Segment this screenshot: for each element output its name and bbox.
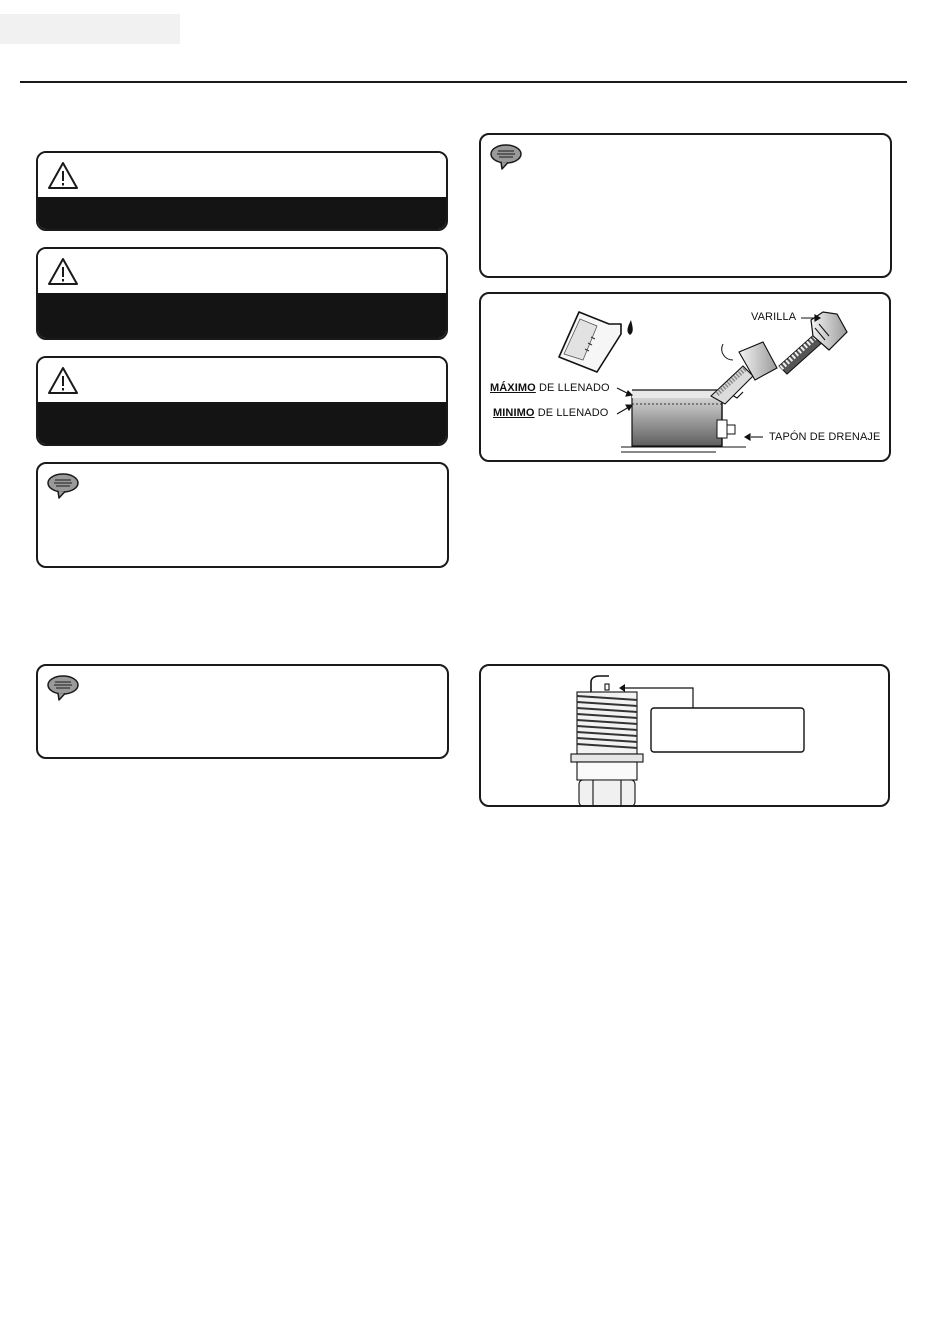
note-box-1 bbox=[36, 462, 449, 568]
warning-header bbox=[38, 153, 446, 197]
header-tab-box bbox=[0, 14, 180, 44]
warning-header bbox=[38, 249, 446, 293]
header-rule bbox=[20, 81, 907, 83]
warning-box-1 bbox=[36, 151, 448, 231]
oil-level-figure bbox=[479, 292, 891, 462]
spark-plug-icon bbox=[571, 676, 643, 805]
speech-bubble-icon bbox=[489, 143, 523, 171]
drain-plug-label: TAPÓN DE DRENAJE bbox=[769, 431, 881, 443]
min-fill-label: MINIMO DE LLENADO bbox=[493, 407, 609, 419]
filler-neck bbox=[711, 342, 777, 404]
warning-triangle-icon bbox=[47, 161, 79, 191]
spark-plug-illustration bbox=[481, 666, 888, 805]
max-fill-label: MÁXIMO DE LLENADO bbox=[490, 382, 610, 394]
warning-band bbox=[38, 293, 446, 340]
speech-bubble-icon bbox=[46, 674, 80, 702]
warning-band bbox=[38, 197, 446, 231]
warning-header bbox=[38, 358, 446, 402]
spark-plug-figure bbox=[479, 664, 890, 807]
oil-bottle-icon bbox=[559, 312, 633, 372]
note-box-2 bbox=[36, 664, 449, 759]
warning-triangle-icon bbox=[47, 366, 79, 396]
dipstick-label: VARILLA bbox=[751, 311, 797, 323]
warning-box-3 bbox=[36, 356, 448, 446]
note-box-3 bbox=[479, 133, 892, 278]
warning-box-2 bbox=[36, 247, 448, 340]
gap-callout-box bbox=[651, 708, 804, 752]
warning-band bbox=[38, 402, 446, 446]
speech-bubble-icon bbox=[46, 472, 80, 500]
warning-triangle-icon bbox=[47, 257, 79, 287]
